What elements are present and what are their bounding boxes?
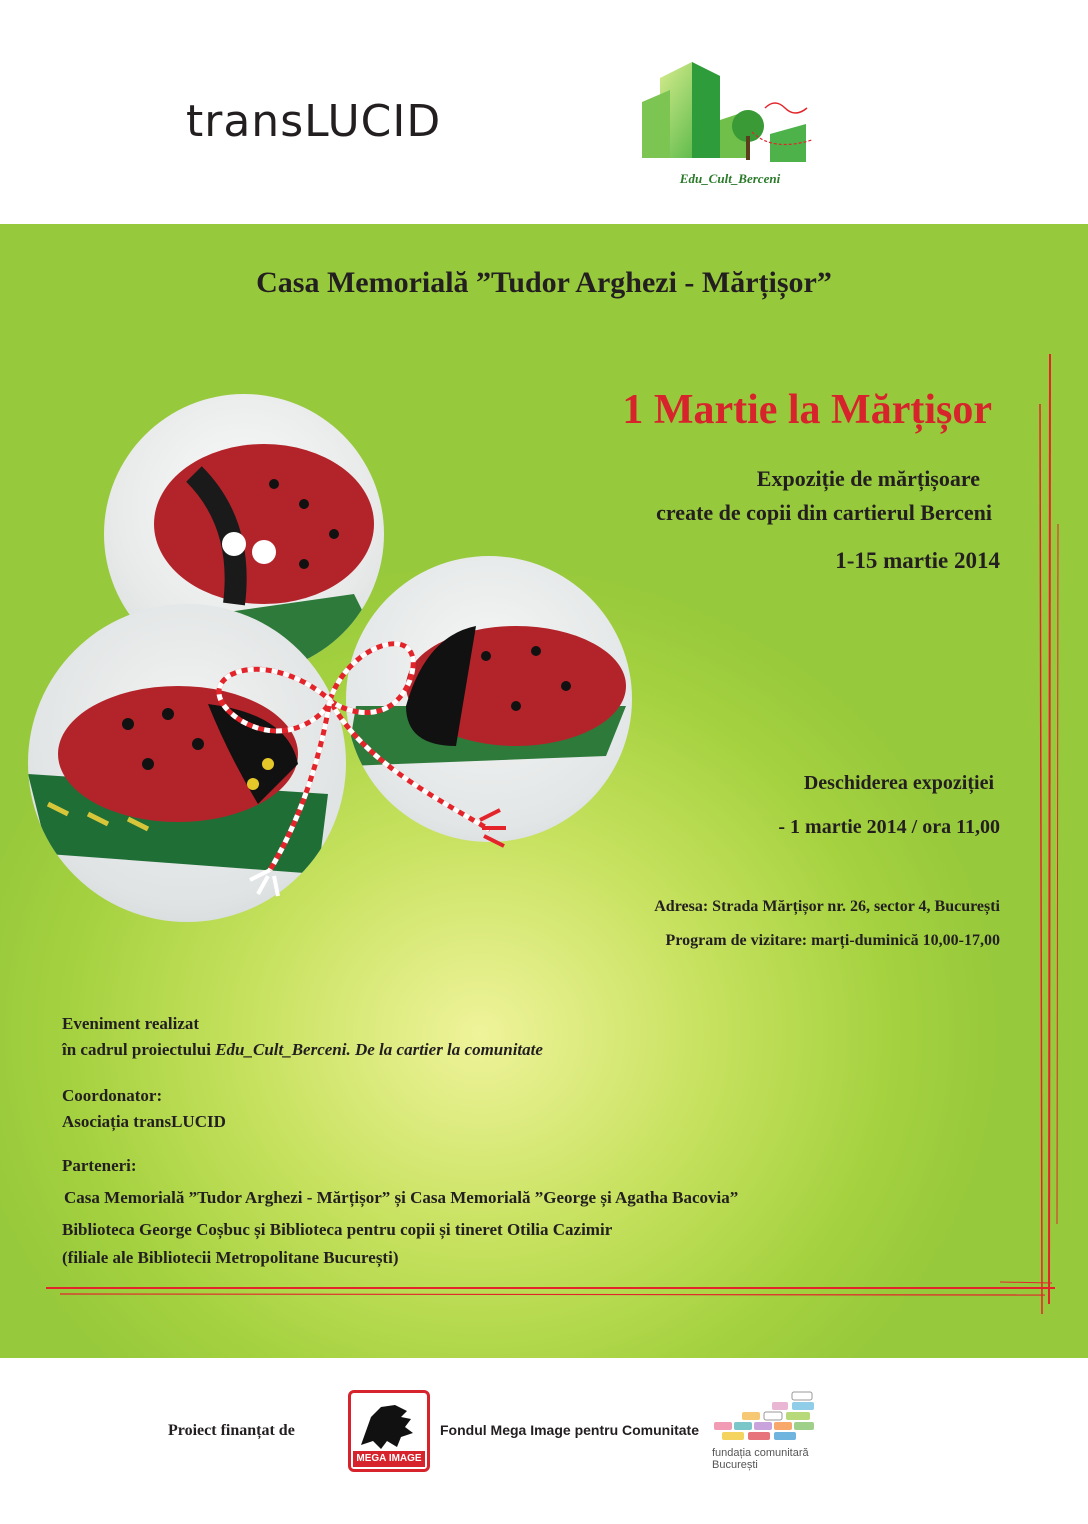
translucid-logo: transLUCID — [186, 96, 442, 147]
fund-name: Fondul Mega Image pentru Comunitate — [440, 1422, 700, 1438]
partner-line-3: (filiale ale Bibliotecii Metropolitane București) — [62, 1248, 399, 1267]
subtitle-line-2: create de copii din cartierul Berceni — [656, 500, 992, 525]
event-info-line-2 — [62, 1040, 543, 1060]
subtitle-line-1: Expoziție de mărțișoare — [756, 466, 980, 491]
foundation-caption — [712, 1447, 809, 1471]
mega-image-wordmark: MEGA IMAGE — [353, 1451, 425, 1467]
partner-line-1: Casa Memorială ”Tudor Arghezi - Mărțișor” și Casa Memorială ”George și Agatha Bacovia” — [64, 1188, 739, 1207]
partners-label: Parteneri: — [62, 1156, 137, 1175]
foundation-line-2: București — [712, 1459, 758, 1471]
mega-image-logo — [348, 1390, 430, 1472]
exhibition-dates: 1-15 martie 2014 — [835, 548, 1000, 573]
opening-datetime: - 1 martie 2014 / ora 11,00 — [778, 816, 1000, 838]
martisor-string-icon — [200, 600, 520, 900]
project-name: Edu_Cult_Berceni. De la cartier la comunitate — [215, 1040, 543, 1059]
edu-cult-berceni-logo — [630, 58, 830, 190]
partner-line-2: Biblioteca George Coșbuc și Biblioteca pentru copii și tineret Otilia Cazimir — [62, 1220, 613, 1239]
fundatia-comunitara-logo — [712, 1390, 822, 1446]
visiting-schedule: Program de vizitare: marți-duminică 10,00-17,00 — [665, 932, 1000, 949]
address: Adresa: Strada Mărțișor nr. 26, sector 4, București — [654, 898, 1000, 915]
coordinator-name: Asociația transLUCID — [62, 1112, 226, 1131]
coordinator-label: Coordonator: — [62, 1086, 163, 1105]
lion-icon — [351, 1397, 427, 1453]
foundation-line-1: fundația comunitară — [712, 1447, 809, 1459]
event-info-line-1: Eveniment realizat — [62, 1014, 200, 1033]
opening-label: Deschiderea expoziției — [803, 772, 994, 794]
event-title: 1 Martie la Mărțișor — [622, 387, 992, 433]
project-prefix: în cadrul proiectului — [62, 1040, 216, 1059]
speech-bubbles-icon — [712, 1390, 822, 1446]
edu-cult-berceni-caption: Edu_Cult_Berceni — [679, 171, 781, 186]
funded-by-label: Proiect finanțat de — [168, 1422, 295, 1439]
venue-heading: Casa Memorială ”Tudor Arghezi - Mărțișor” — [256, 266, 832, 299]
